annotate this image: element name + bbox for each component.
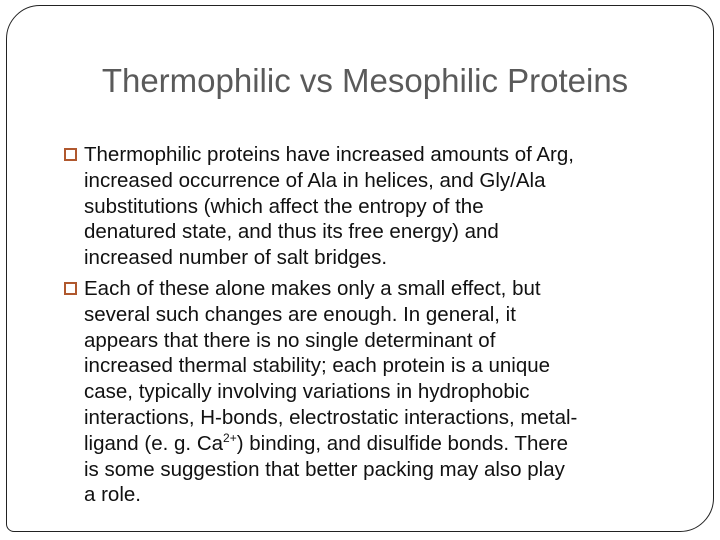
text-line: is some suggestion that better packing may also play (84, 457, 565, 481)
text-line: increased number of salt bridges. (84, 246, 388, 270)
text-line: interactions, H-bonds, electrostatic interactions, metal- (84, 405, 578, 429)
bullet-2 (84, 276, 577, 508)
text-line: case, typically involving variations in hydrophobic (84, 380, 530, 404)
square-bullet-icon (64, 282, 77, 295)
text-line: a role. (84, 483, 141, 507)
bullet-1 (84, 142, 577, 271)
slide-title: Thermophilic vs Mesophilic Proteins (101, 62, 629, 99)
slide-body (84, 142, 577, 508)
text-line: substitutions (which affect the entropy of the (84, 194, 484, 218)
text-line: increased occurrence of Ala in helices, and Gly/Ala (84, 168, 546, 192)
text-line-ca (84, 431, 577, 457)
text-line: Each of these alone makes only a small effect, but (84, 276, 541, 300)
text-line: denatured state, and thus its free energy) and (84, 220, 499, 244)
text-segment: ) binding, and disulfide bonds. There (236, 431, 568, 455)
text-line: increased thermal stability; each protein is a unique (84, 354, 551, 378)
text-line: Thermophilic proteins have increased amounts of Arg, (84, 143, 574, 166)
square-bullet-icon (64, 148, 77, 161)
text-segment: ligand (e. g. Ca (84, 431, 224, 455)
superscript: 2+ (223, 430, 237, 445)
text-line: several such changes are enough. In general, it (84, 302, 516, 326)
text-line: appears that there is no single determinant of (84, 328, 496, 352)
